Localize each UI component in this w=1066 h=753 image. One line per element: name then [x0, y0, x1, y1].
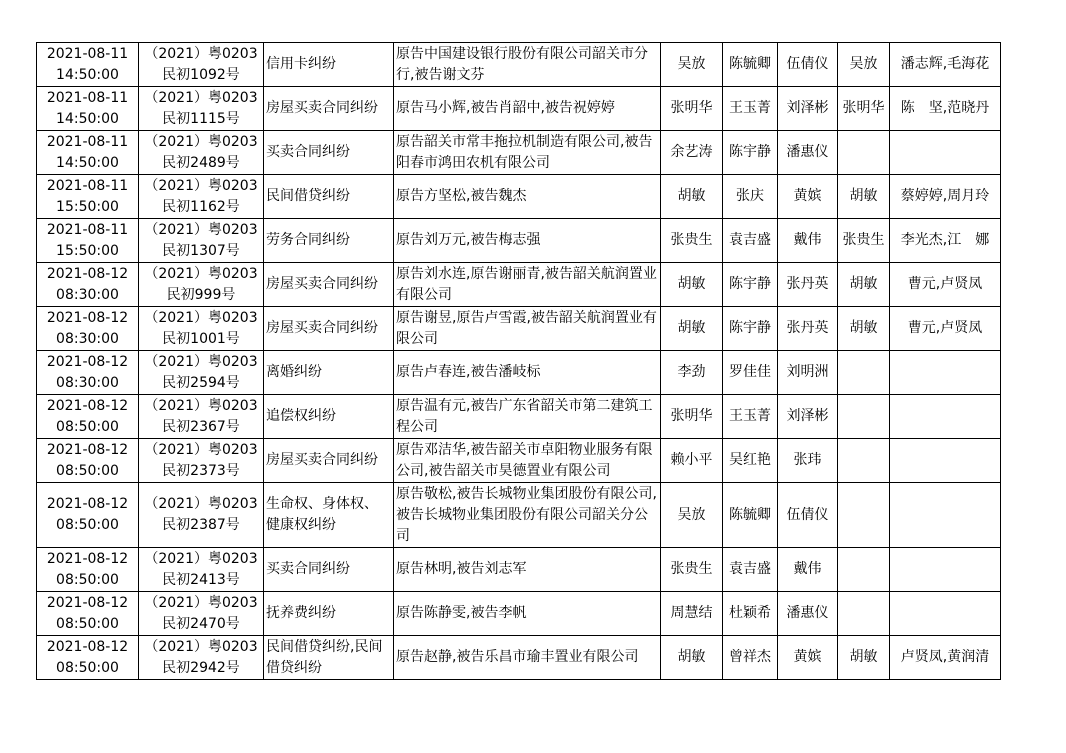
assistant-cell: 潘惠仪	[778, 592, 838, 636]
judge-repeat-cell: 胡敏	[838, 175, 890, 219]
case-cause-cell: 房屋买卖合同纠纷	[264, 87, 394, 131]
hearing-time-cell: 2021-08-12 08:50:00	[37, 483, 139, 548]
case-cause-cell: 民间借贷纠纷,民间借贷纠纷	[264, 636, 394, 680]
parties-cell: 原告林明,被告刘志军	[394, 548, 661, 592]
case-cause-cell: 买卖合同纠纷	[264, 548, 394, 592]
presiding-judge-cell: 胡敏	[661, 307, 723, 351]
table-row	[37, 548, 1001, 592]
assistant-cell: 伍倩仪	[778, 483, 838, 548]
judge-repeat-cell	[838, 548, 890, 592]
clerk-cell: 王玉菁	[723, 87, 778, 131]
clerk-cell: 袁吉盛	[723, 548, 778, 592]
hearing-schedule-table	[36, 42, 1001, 680]
hearing-time-cell: 2021-08-11 14:50:00	[37, 87, 139, 131]
case-number-cell: （2021）粤0203 民初2594号	[139, 351, 264, 395]
parties-cell: 原告韶关市常丰拖拉机制造有限公司,被告阳春市鸿田农机有限公司	[394, 131, 661, 175]
hearing-time-cell: 2021-08-12 08:50:00	[37, 592, 139, 636]
case-cause-cell: 民间借贷纠纷	[264, 175, 394, 219]
presiding-judge-cell: 胡敏	[661, 636, 723, 680]
presiding-judge-cell: 胡敏	[661, 263, 723, 307]
assistant-cell: 刘泽彬	[778, 395, 838, 439]
case-cause-cell: 抚养费纠纷	[264, 592, 394, 636]
presiding-judge-cell: 周慧结	[661, 592, 723, 636]
jurors-cell: 潘志辉,毛海花	[890, 43, 1001, 87]
table-row	[37, 219, 1001, 263]
jurors-cell: 蔡婷婷,周月玲	[890, 175, 1001, 219]
judge-repeat-cell	[838, 439, 890, 483]
jurors-cell	[890, 592, 1001, 636]
case-number-cell: （2021）粤0203 民初1001号	[139, 307, 264, 351]
jurors-cell	[890, 395, 1001, 439]
presiding-judge-cell: 张明华	[661, 395, 723, 439]
presiding-judge-cell: 余艺涛	[661, 131, 723, 175]
clerk-cell: 陈毓卿	[723, 43, 778, 87]
jurors-cell	[890, 351, 1001, 395]
table-row	[37, 87, 1001, 131]
assistant-cell: 伍倩仪	[778, 43, 838, 87]
judge-repeat-cell: 吴放	[838, 43, 890, 87]
parties-cell: 原告温有元,被告广东省韶关市第二建筑工程公司	[394, 395, 661, 439]
clerk-cell: 罗佳佳	[723, 351, 778, 395]
judge-repeat-cell: 胡敏	[838, 636, 890, 680]
clerk-cell: 陈宇静	[723, 263, 778, 307]
parties-cell: 原告谢昱,原告卢雪霞,被告韶关航润置业有限公司	[394, 307, 661, 351]
presiding-judge-cell: 李劲	[661, 351, 723, 395]
parties-cell: 原告马小辉,被告肖韶中,被告祝婷婷	[394, 87, 661, 131]
hearing-time-cell: 2021-08-12 08:50:00	[37, 395, 139, 439]
assistant-cell: 刘泽彬	[778, 87, 838, 131]
judge-repeat-cell: 张明华	[838, 87, 890, 131]
clerk-cell: 陈宇静	[723, 131, 778, 175]
jurors-cell: 曹元,卢贤凤	[890, 263, 1001, 307]
judge-repeat-cell	[838, 395, 890, 439]
assistant-cell: 戴伟	[778, 548, 838, 592]
table-row	[37, 263, 1001, 307]
hearing-time-cell: 2021-08-11 15:50:00	[37, 219, 139, 263]
judge-repeat-cell	[838, 351, 890, 395]
table-row	[37, 439, 1001, 483]
table-row	[37, 636, 1001, 680]
assistant-cell: 张玮	[778, 439, 838, 483]
assistant-cell: 潘惠仪	[778, 131, 838, 175]
jurors-cell: 陈 坚,范晓丹	[890, 87, 1001, 131]
case-number-cell: （2021）粤0203 民初2942号	[139, 636, 264, 680]
case-cause-cell: 信用卡纠纷	[264, 43, 394, 87]
presiding-judge-cell: 张贵生	[661, 548, 723, 592]
hearing-time-cell: 2021-08-12 08:50:00	[37, 548, 139, 592]
assistant-cell: 张丹英	[778, 307, 838, 351]
case-number-cell: （2021）粤0203 民初2470号	[139, 592, 264, 636]
clerk-cell: 陈宇静	[723, 307, 778, 351]
case-cause-cell: 房屋买卖合同纠纷	[264, 439, 394, 483]
assistant-cell: 黄嫔	[778, 636, 838, 680]
clerk-cell: 张庆	[723, 175, 778, 219]
clerk-cell: 杜颖希	[723, 592, 778, 636]
hearing-time-cell: 2021-08-12 08:50:00	[37, 439, 139, 483]
case-number-cell: （2021）粤0203 民初999号	[139, 263, 264, 307]
jurors-cell	[890, 439, 1001, 483]
table-row	[37, 175, 1001, 219]
case-cause-cell: 劳务合同纠纷	[264, 219, 394, 263]
parties-cell: 原告赵静,被告乐昌市瑜丰置业有限公司	[394, 636, 661, 680]
case-number-cell: （2021）粤0203 民初1115号	[139, 87, 264, 131]
judge-repeat-cell: 张贵生	[838, 219, 890, 263]
judge-repeat-cell: 胡敏	[838, 263, 890, 307]
case-cause-cell: 房屋买卖合同纠纷	[264, 307, 394, 351]
parties-cell: 原告方坚松,被告魏杰	[394, 175, 661, 219]
table-row	[37, 43, 1001, 87]
assistant-cell: 黄嫔	[778, 175, 838, 219]
parties-cell: 原告中国建设银行股份有限公司韶关市分行,被告谢文芬	[394, 43, 661, 87]
parties-cell: 原告卢春连,被告潘岐标	[394, 351, 661, 395]
assistant-cell: 戴伟	[778, 219, 838, 263]
presiding-judge-cell: 吴放	[661, 43, 723, 87]
hearing-time-cell: 2021-08-11 14:50:00	[37, 43, 139, 87]
hearing-time-cell: 2021-08-11 14:50:00	[37, 131, 139, 175]
judge-repeat-cell	[838, 483, 890, 548]
case-cause-cell: 追偿权纠纷	[264, 395, 394, 439]
hearing-time-cell: 2021-08-12 08:30:00	[37, 307, 139, 351]
case-number-cell: （2021）粤0203 民初2387号	[139, 483, 264, 548]
hearing-time-cell: 2021-08-12 08:50:00	[37, 636, 139, 680]
parties-cell: 原告邓洁华,被告韶关市卓阳物业服务有限公司,被告韶关市昊德置业有限公司	[394, 439, 661, 483]
jurors-cell: 卢贤凤,黄润清	[890, 636, 1001, 680]
judge-repeat-cell: 胡敏	[838, 307, 890, 351]
table-row	[37, 131, 1001, 175]
presiding-judge-cell: 张明华	[661, 87, 723, 131]
case-number-cell: （2021）粤0203 民初1092号	[139, 43, 264, 87]
case-cause-cell: 生命权、身体权、健康权纠纷	[264, 483, 394, 548]
jurors-cell: 曹元,卢贤凤	[890, 307, 1001, 351]
case-cause-cell: 离婚纠纷	[264, 351, 394, 395]
jurors-cell	[890, 548, 1001, 592]
parties-cell: 原告陈静雯,被告李帆	[394, 592, 661, 636]
clerk-cell: 吴红艳	[723, 439, 778, 483]
presiding-judge-cell: 吴放	[661, 483, 723, 548]
case-number-cell: （2021）粤0203 民初2489号	[139, 131, 264, 175]
case-number-cell: （2021）粤0203 民初2367号	[139, 395, 264, 439]
clerk-cell: 王玉菁	[723, 395, 778, 439]
jurors-cell	[890, 131, 1001, 175]
jurors-cell	[890, 483, 1001, 548]
case-number-cell: （2021）粤0203 民初2373号	[139, 439, 264, 483]
parties-cell: 原告敬松,被告长城物业集团股份有限公司,被告长城物业集团股份有限公司韶关分公司	[394, 483, 661, 548]
parties-cell: 原告刘万元,被告梅志强	[394, 219, 661, 263]
case-cause-cell: 买卖合同纠纷	[264, 131, 394, 175]
parties-cell: 原告刘水连,原告谢丽青,被告韶关航润置业有限公司	[394, 263, 661, 307]
judge-repeat-cell	[838, 131, 890, 175]
presiding-judge-cell: 赖小平	[661, 439, 723, 483]
hearing-time-cell: 2021-08-12 08:30:00	[37, 263, 139, 307]
assistant-cell: 刘明洲	[778, 351, 838, 395]
table-row	[37, 592, 1001, 636]
case-number-cell: （2021）粤0203 民初1307号	[139, 219, 264, 263]
hearing-time-cell: 2021-08-11 15:50:00	[37, 175, 139, 219]
jurors-cell: 李光杰,江 娜	[890, 219, 1001, 263]
judge-repeat-cell	[838, 592, 890, 636]
clerk-cell: 袁吉盛	[723, 219, 778, 263]
clerk-cell: 陈毓卿	[723, 483, 778, 548]
presiding-judge-cell: 胡敏	[661, 175, 723, 219]
table-row	[37, 307, 1001, 351]
presiding-judge-cell: 张贵生	[661, 219, 723, 263]
table-row	[37, 483, 1001, 548]
clerk-cell: 曾祥杰	[723, 636, 778, 680]
case-number-cell: （2021）粤0203 民初2413号	[139, 548, 264, 592]
case-number-cell: （2021）粤0203 民初1162号	[139, 175, 264, 219]
table-row	[37, 395, 1001, 439]
table-row	[37, 351, 1001, 395]
assistant-cell: 张丹英	[778, 263, 838, 307]
table-body	[37, 43, 1001, 680]
case-cause-cell: 房屋买卖合同纠纷	[264, 263, 394, 307]
hearing-time-cell: 2021-08-12 08:30:00	[37, 351, 139, 395]
